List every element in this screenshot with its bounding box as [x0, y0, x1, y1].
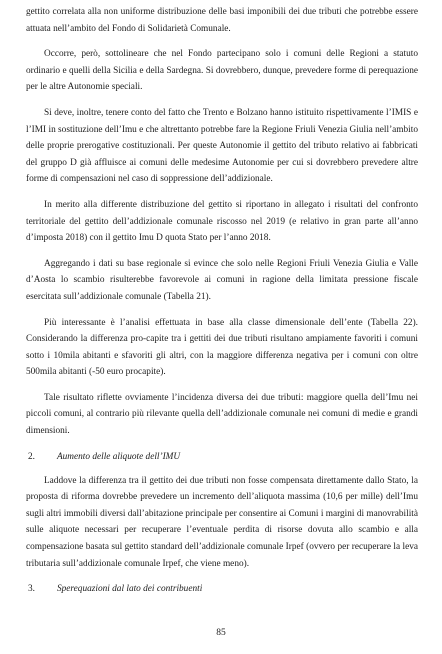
paragraph-risultato: Tale risultato riflette ovviamente l’incidenza diversa dei due tributi: maggiore quella dell’Imu nei piccoli comuni, al contrario più rilevante quella dell’addizionale comunale nei comuni di medie e grandi dimensioni.: [26, 392, 418, 437]
section-heading-3: [26, 581, 418, 597]
paragraph-fondo-partecipanti: Occorre, però, sottolineare che nel Fondo partecipano solo i comuni delle Regioni a statuto ordinario e quelli della Sicilia e della Sardegna. Si dovrebbero, dunque, prevedere forme di perequazione per le altre Autonomie speciali.: [26, 49, 418, 93]
paragraph-classe-dimensionale: Più interessante è l’analisi effettuata in base alla classe dimensionale dell’ente (Tabella 22). Considerando la differenza pro-capite tra i gettiti dei due tributi risultano ampiamente favoriti i comuni sotto i 10mila abitanti e sfavoriti gli altri, con la maggiore differenza negativa per i comuni con oltre 500mila abitanti (-50 euro procapite).: [26, 317, 418, 378]
paragraph-aumento-aliquote: Laddove la differenza tra il gettito dei due tributi non fosse compensata direttamente dallo Stato, la proposta di riforma dovrebbe prevedere un incremento dell’aliquota massima (10,6 per mille) dell’Imu sugli altri immobili diversi dall’abitazione principale per consentire ai Comuni i margini di manovrabilità sulle aliquote necessari per recuperare l’eventuale perdita di risorse dovuta allo scambio e alla compensazione basata sul gettito standard dell’addizionale comunale Irpef (ovvero per recuperare la leva tributaria sull’addizionale comunale Irpef, che viene meno).: [26, 475, 419, 569]
section-number: 3.: [28, 584, 35, 595]
section-title: Aumento delle aliquote dell’IMU: [56, 451, 181, 462]
paragraph-trento-bolzano: Si deve, inoltre, tenere conto del fatto che Trento e Bolzano hanno istituito rispettivamente l’IMIS e l’IMI in sostituzione dell’Imu e che altrettanto potrebbe fare la Regione Friuli Venezia Giulia nell’ambito delle proprie prerogative costituzionali. Per queste Autonomie il gettito del tributo relativo ai fabbricati del gruppo D già affluisce ai comuni delle medesime Autonomie per cui si dovrebbero prevedere altre forme di compensazioni nel caso di soppressione dell’addizionale.: [26, 107, 418, 185]
section-heading-2: [26, 449, 418, 465]
section-number: 2.: [28, 451, 35, 462]
paragraph-continuation: gettito correlata alla non uniforme distribuzione delle basi imponibili dei due tributi che potrebbe essere attuata nell’ambito del Fondo di Solidarietà Comunale.: [26, 7, 418, 34]
paragraph-aggregando-regionale: Aggregando i dati su base regionale si evince che solo nelle Regioni Friuli Venezia Giulia e Valle d’Aosta lo scambio risulterebbe favorevole ai comuni in ragione della limitata pressione fiscale esercitata sull’addizionale comunale (Tabella 21).: [26, 258, 418, 302]
section-title: Sperequazioni dal lato dei contribuenti: [56, 584, 203, 595]
paragraph-distribuzione-gettito: In merito alla differente distribuzione del gettito si riportano in allegato i risultati del confronto territoriale del gettito dell’addizionale comunale riscosso nel 2019 (e relativo in gran parte all’anno d’imposta 2018) con il gettito Imu D quota Stato per l’anno 2018.: [26, 199, 418, 244]
page-number: 85: [216, 628, 226, 638]
